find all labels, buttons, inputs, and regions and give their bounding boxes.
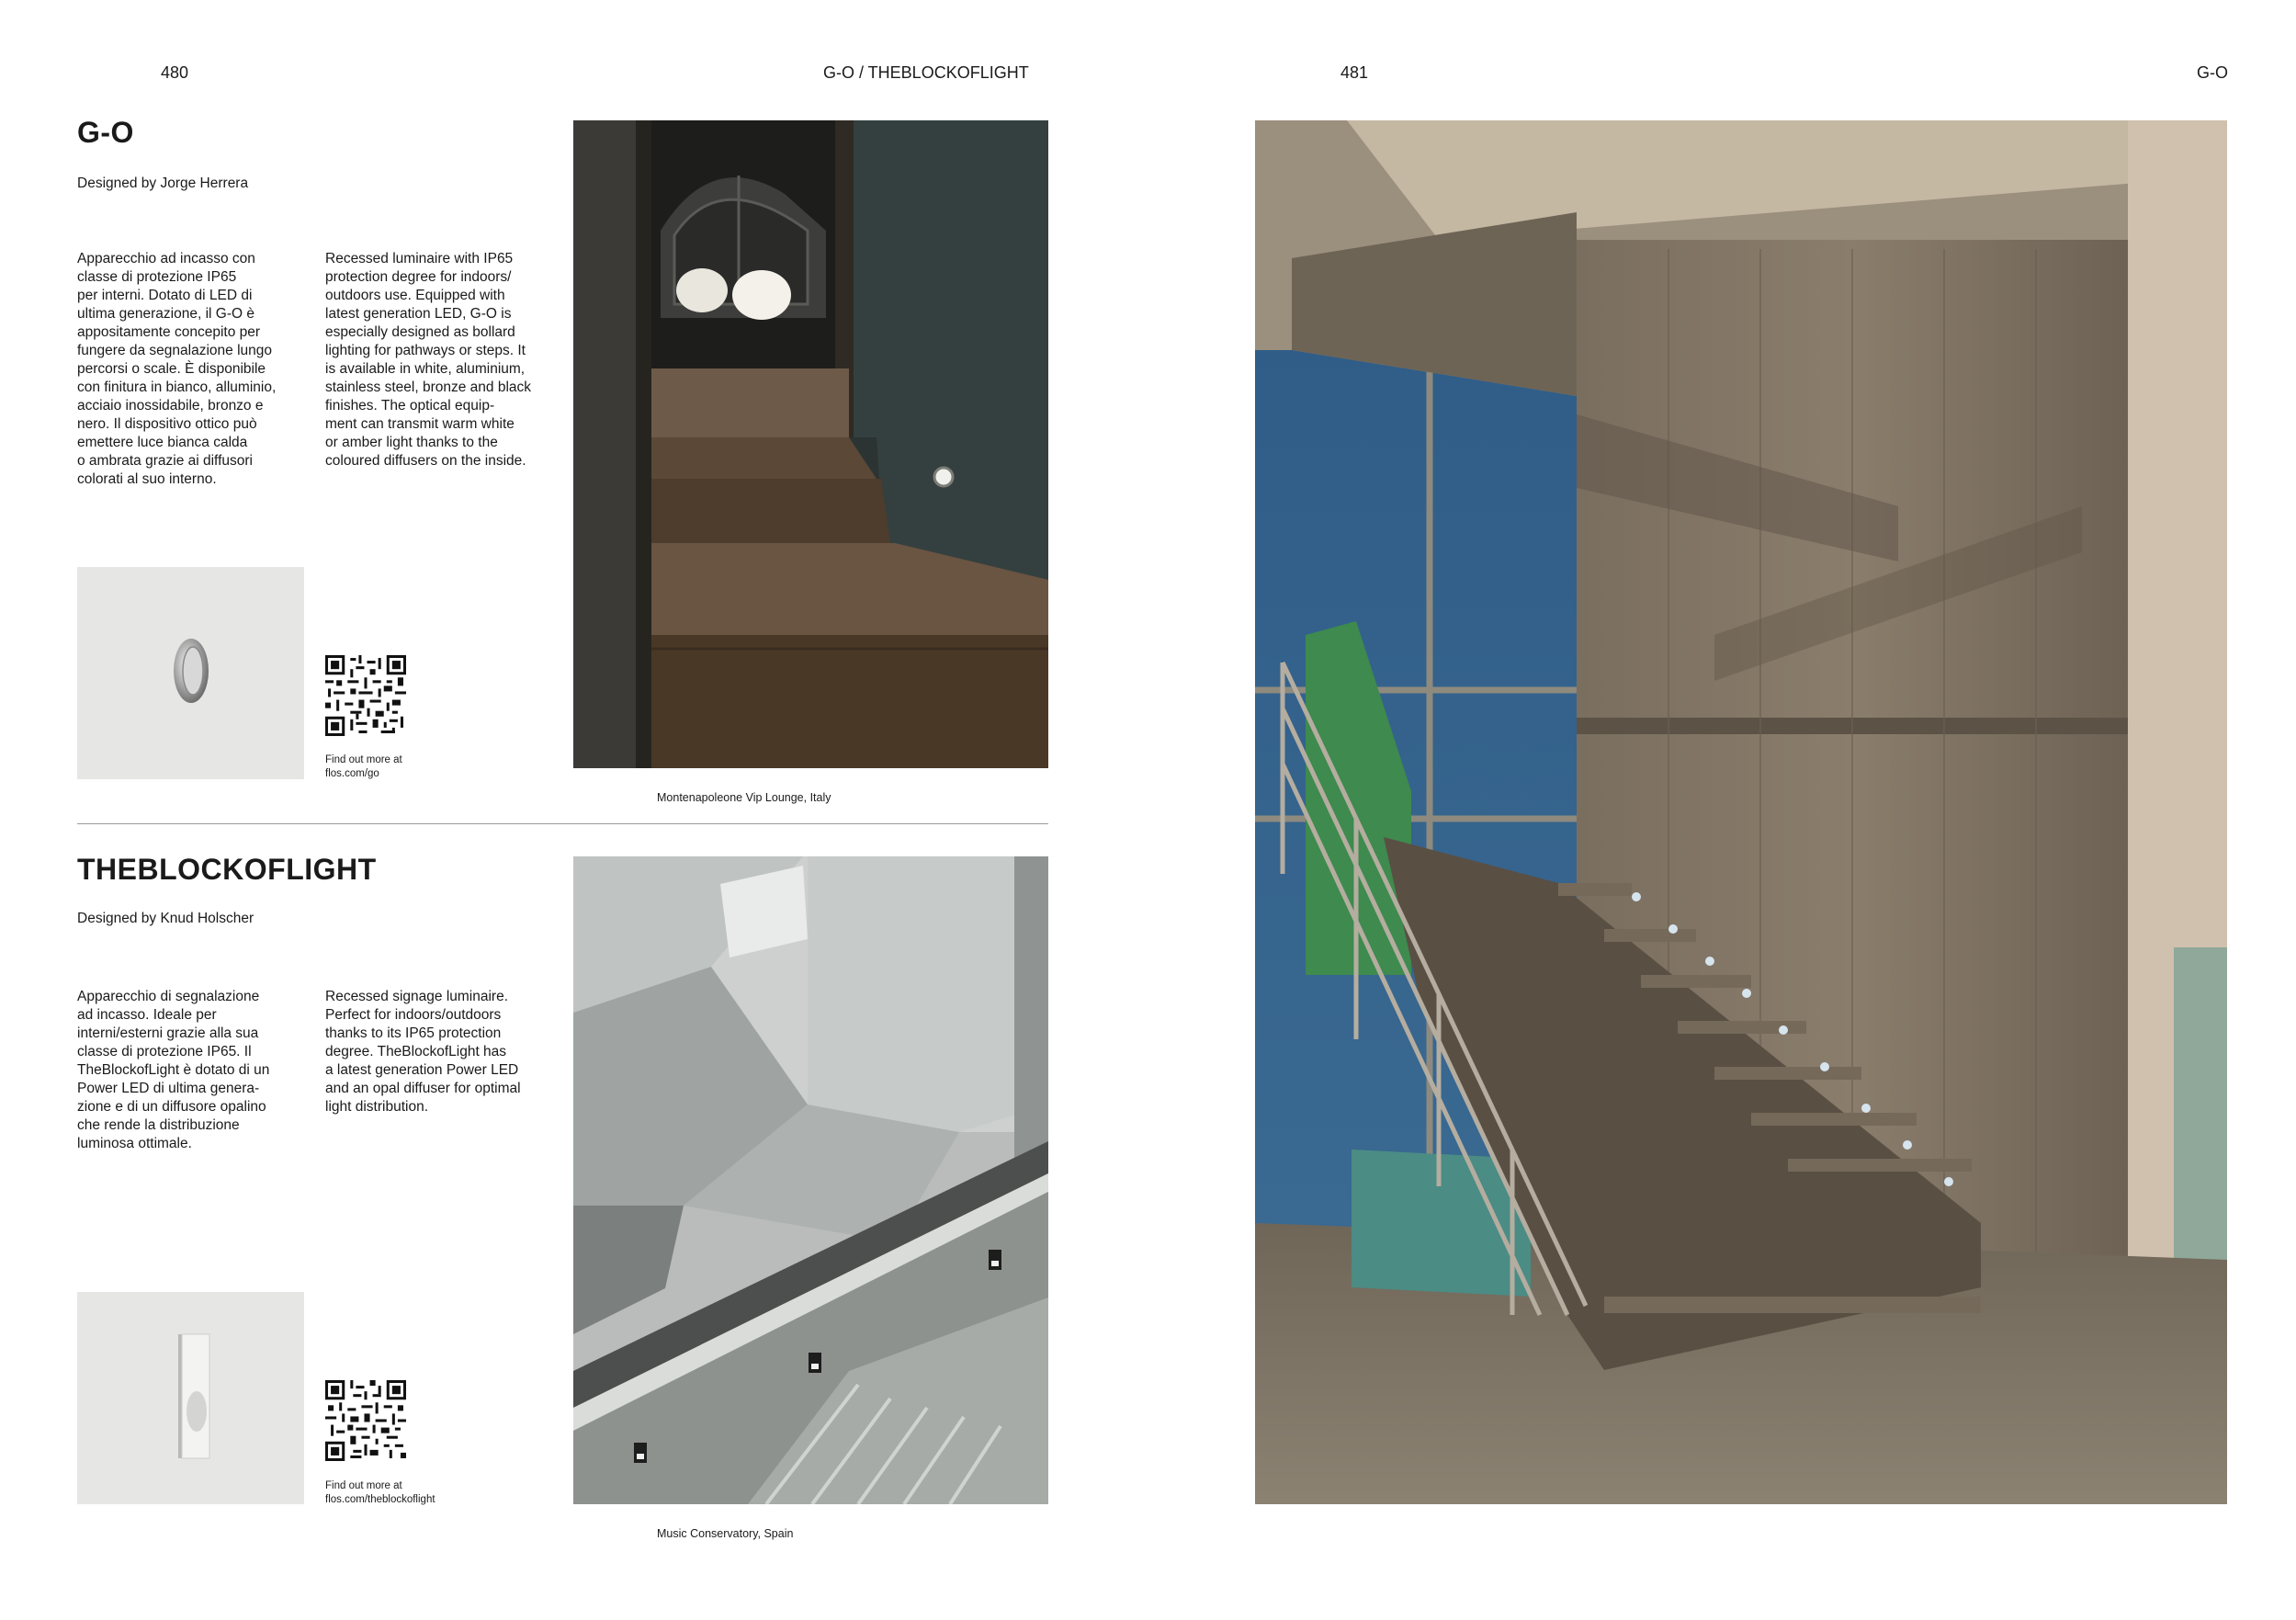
product-image-theblockoflight <box>77 1292 304 1504</box>
find-out-more-go[interactable]: Find out more at flos.com/go <box>325 754 402 779</box>
left-running-title: G-O / THEBLOCKOFLIGHT <box>823 63 1029 82</box>
product-image-go <box>77 567 304 779</box>
qr-code-go[interactable] <box>325 655 406 736</box>
section-divider <box>77 823 1048 824</box>
description-it-theblockoflight: Apparecchio di segnalazione ad incasso. Ideale per interni/esterni grazie alla sua classe di protezione IP65. Il TheBlockofLight è dotato di un Power LED di ultima genera- zione e di un diffusore opalino che rende la distribuzione luminosa ottimale. <box>77 989 270 1151</box>
right-page-number: 481 <box>1340 63 1369 82</box>
right-running-title: G-O <box>2197 63 2228 82</box>
qr-code-theblockoflight[interactable] <box>325 1380 406 1461</box>
photo-montenapoleone-lounge <box>573 120 1048 768</box>
caption-theblockoflight: Music Conservatory, Spain <box>657 1527 794 1540</box>
description-en-theblockoflight: Recessed signage luminaire. Perfect for indoors/outdoors thanks to its IP65 protection degree. TheBlockofLight has a latest generation Power LED and an opal diffuser for optimal light distribution. <box>325 989 521 1115</box>
find-out-more-theblockoflight[interactable]: Find out more at flos.com/theblockoflight <box>325 1480 435 1505</box>
description-en-go: Recessed luminaire with IP65 protection degree for indoors/ outdoors use. Equipped with latest generation LED, G-O is especially designed as bollard lighting for pathways or steps. It is available in white, aluminium, stainless steel, bronze and black finishes. The optical equip- ment can transmit warm white or amber light thanks to the coloured diffusers on the inside. <box>325 251 532 469</box>
photo-music-conservatory <box>573 856 1048 1504</box>
caption-go: Montenapoleone Vip Lounge, Italy <box>657 791 831 804</box>
product-title-go: G-O <box>77 116 134 149</box>
designer-go: Designed by Jorge Herrera <box>77 176 249 191</box>
product-title-theblockoflight: THEBLOCKOFLIGHT <box>77 853 377 886</box>
left-page-number: 480 <box>161 63 189 82</box>
description-it-go: Apparecchio ad incasso con classe di protezione IP65 per interni. Dotato di LED di ultima generazione, il G-O è appositamente concepito per fungere da segnalazione lungo percorsi o scale. È disponibile con finitura in bianco, alluminio, acciaio inossidabile, bronzo e nero. Il dispositivo ottico può emettere luce bianca calda o ambrata grazie ai diffusori colorati al suo interno. <box>77 251 277 487</box>
designer-theblockoflight: Designed by Knud Holscher <box>77 911 254 926</box>
photo-concrete-staircase <box>1255 120 2227 1504</box>
